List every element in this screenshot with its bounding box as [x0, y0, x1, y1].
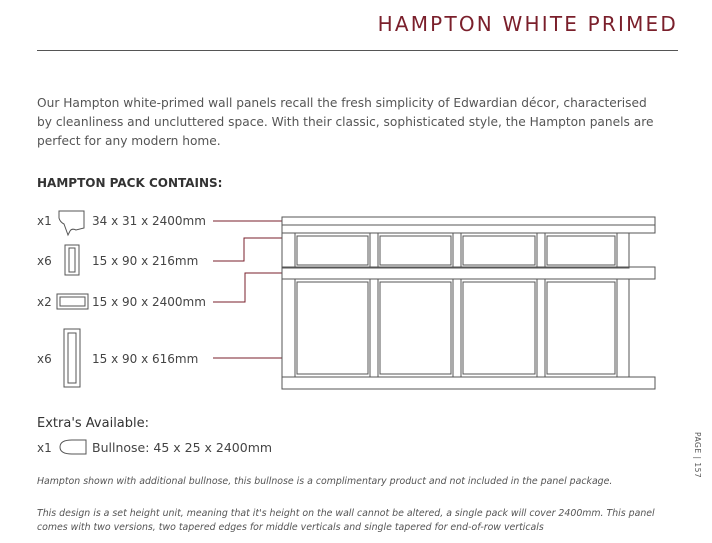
item-qty-2: x6: [37, 254, 52, 268]
design-note: This design is a set height unit, meaning that it's height on the wall cannot be altered, a single pack will cover 2400mm. This panel comes with two versions, two tapered edges for middle verticals and single tapered for end-of-row verticals: [37, 508, 655, 533]
extra-label-1: Bullnose: 45 x 25 x 2400mm: [92, 440, 273, 455]
long-vertical-icon: [64, 329, 80, 387]
item-qty-4: x6: [37, 352, 52, 366]
short-vertical-icon: [65, 245, 79, 275]
page-number: PAGE | 157: [693, 432, 702, 479]
middle-rail: [282, 267, 655, 279]
panel-assembly-drawing: [282, 217, 655, 389]
item-qty-1: x1: [37, 214, 52, 228]
bottom-rail: [282, 377, 655, 389]
bullnose-note: Hampton shown with additional bullnose, this bullnose is a complimentary product and not included in the panel package.: [37, 476, 613, 487]
dado-rail-profile-icon: [59, 211, 84, 235]
item-dims-1: 34 x 31 x 2400mm: [92, 214, 206, 228]
leader-line-3: [213, 273, 282, 302]
extras-heading: Extra's Available:: [37, 416, 150, 431]
item-dims-2: 15 x 90 x 216mm: [92, 254, 199, 268]
upper-frame: [282, 233, 629, 268]
page-title: HAMPTON WHITE PRIMED: [377, 12, 678, 36]
leader-line-2: [213, 238, 282, 261]
lower-frame: [282, 279, 629, 377]
leader-lines: [213, 221, 282, 358]
item-dims-3: 15 x 90 x 2400mm: [92, 295, 206, 309]
bullnose-profile-icon: [60, 440, 86, 454]
horizontal-rail-icon: [57, 294, 88, 309]
extra-qty-1: x1: [37, 441, 52, 455]
item-dims-4: 15 x 90 x 616mm: [92, 352, 199, 366]
intro-paragraph: Our Hampton white-primed wall panels recall the fresh simplicity of Edwardian décor, characterised by cleanliness and uncluttered space. With their classic, sophisticated style, the Hampton panels are perfect for any modern home.: [37, 96, 654, 148]
item-qty-3: x2: [37, 295, 52, 309]
pack-heading: HAMPTON PACK CONTAINS:: [37, 176, 223, 190]
